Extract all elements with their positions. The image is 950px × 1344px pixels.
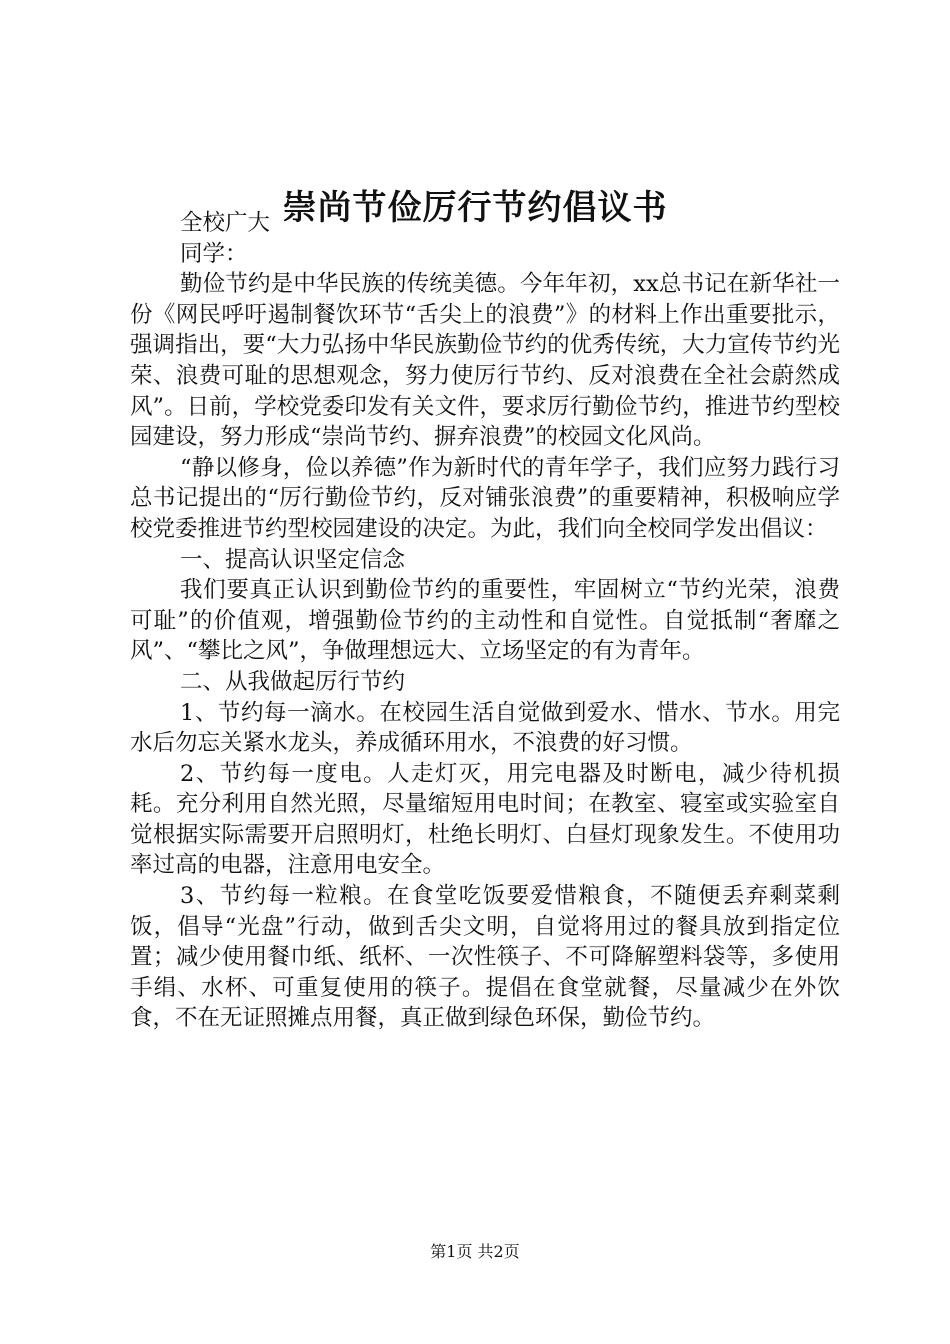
section-heading-1: 一、提高认识坚定信念 xyxy=(180,546,406,573)
paragraph-section-1: 我们要真正认识到勤俭节约的重要性，牢固树立“节约光荣，浪费可耻”的价值观，增强勤俭节约的主动性和自觉性。自觉抵制“奢靡之风”、“攀比之风”，争做理想远大、立场坚定的有为青年。 xyxy=(130,577,840,665)
section-heading-2: 二、从我做起厉行节约 xyxy=(180,668,406,695)
document-body xyxy=(130,208,840,1034)
paragraph-intro: 勤俭节约是中华民族的传统美德。今年年初，xx总书记在新华社一份《网民呼吁遏制餐饮环节“舌尖上的浪费”》的材料上作出重要批示，强调指出，要“大力弘扬中华民族勤俭节约的优秀传统，大力宣传节约光荣、浪费可耻的思想观念，努力使厉行节约、反对浪费在全社会蔚然成风”。日前，学校党委印发有关文件，要求厉行勤俭节约，推进节约型校园建设，努力形成“崇尚节约、摒弃浪费”的校园文化风尚。 xyxy=(130,271,840,451)
page-footer: 第1页 共2页 xyxy=(430,1242,520,1261)
salutation-line-2: 同学： xyxy=(180,240,248,267)
paragraph-electricity: 2、节约每一度电。人走灯灭，用完电器及时断电，减少待机损耗。充分利用自然光照，尽量缩短用电时间；在教室、寝室或实验室自觉根据实际需要开启照明灯，杜绝长明灯、白昼灯现象发生。不使用功率过高的电器，注意用电安全。 xyxy=(130,760,840,879)
paragraph-food: 3、节约每一粒粮。在食堂吃饭要爱惜粮食，不随便丢弃剩菜剩饭，倡导“光盘”行动，做到舌尖文明，自觉将用过的餐具放到指定位置；减少使用餐巾纸、纸杯、一次性筷子、不可降解塑料袋等，多使用手绢、水杯、可重复使用的筷子。提倡在食堂就餐，尽量减少在外饮食，不在无证照摊点用餐，真正做到绿色环保，勤俭节约。 xyxy=(130,883,840,1032)
salutation-line-1: 全校广大 xyxy=(180,210,271,236)
paragraph-motto: “静以修身，俭以养德”作为新时代的青年学子，我们应努力践行习总书记提出的“厉行勤俭节约，反对铺张浪费”的重要精神，积极响应学校党委推进节约型校园建设的决定。为此，我们向全校同学发出倡议： xyxy=(130,454,840,542)
document-title: 崇尚节俭厉行节约倡议书 xyxy=(282,188,668,228)
paragraph-water: 1、节约每一滴水。在校园生活自觉做到爱水、惜水、节水。用完水后勿忘关紧水龙头，养成循环用水，不浪费的好习惯。 xyxy=(130,699,840,757)
